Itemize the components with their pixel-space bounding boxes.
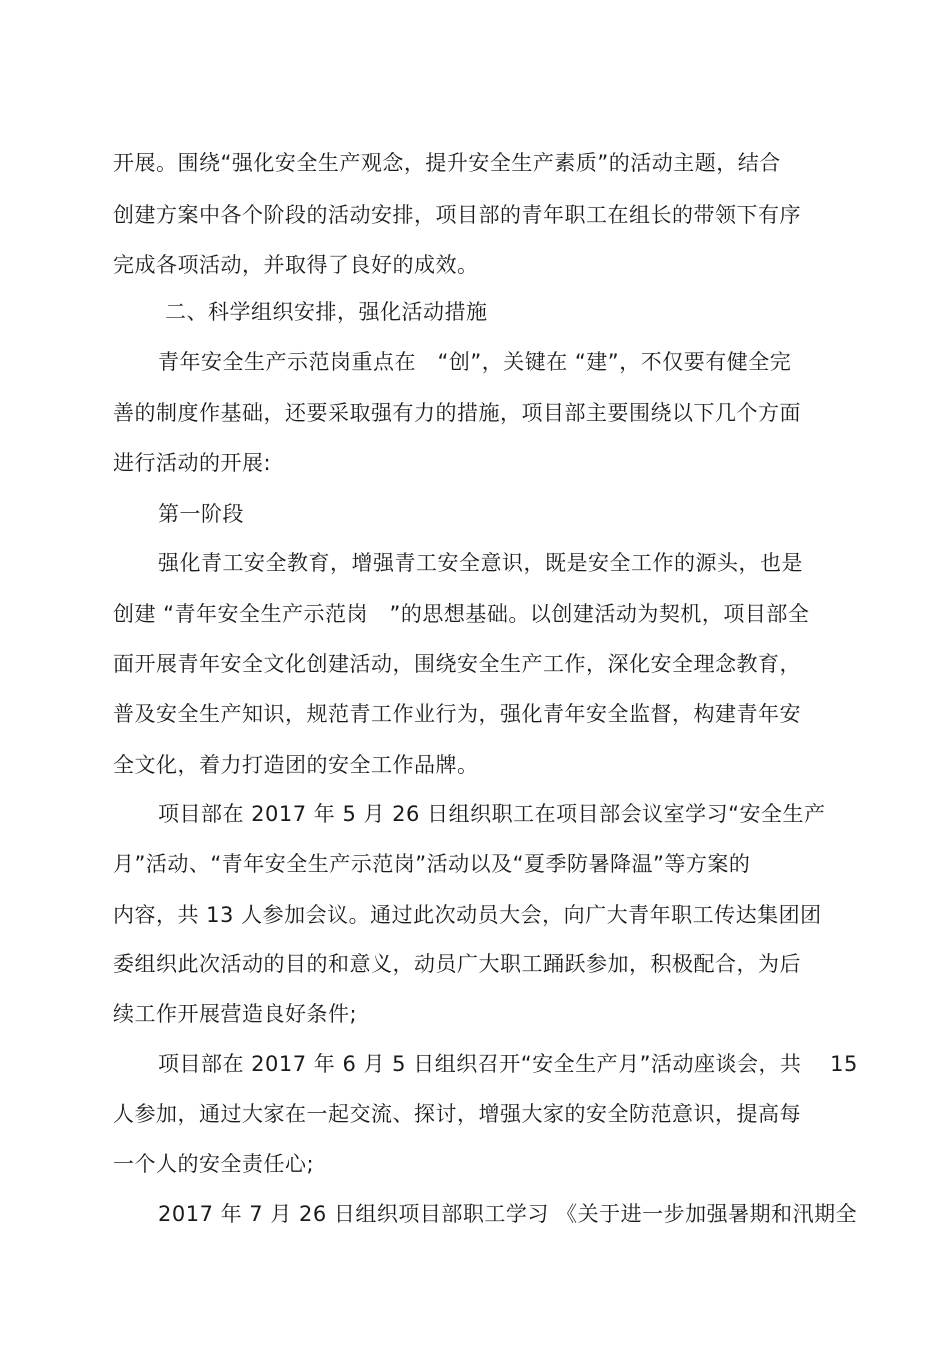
paragraph-line: 普及安全生产知识，规范青工作业行为，强化青年安全监督，构建青年安: [113, 702, 801, 726]
paragraph-line: 2017 年 7 月 26 日组织项目部职工学习 《关于进一步加强暑期和汛期全: [158, 1202, 858, 1226]
paragraph-line: 项目部在 2017 年 5 月 26 日组织职工在项目部会议室学习“安全生产: [158, 802, 826, 826]
paragraph-line: 完成各项活动，并取得了良好的成效。: [113, 253, 479, 277]
paragraph-line: 月”活动、“青年安全生产示范岗”活动以及“夏季防暑降温”等方案的: [113, 852, 751, 876]
paragraph-line: 开展。围绕“强化安全生产观念，提升安全生产素质”的活动主题，结合: [113, 151, 781, 175]
subsection-heading: 第一阶段: [158, 502, 244, 526]
paragraph-line: 面开展青年安全文化创建活动，围绕安全生产工作，深化安全理念教育，: [113, 652, 801, 676]
paragraph-line: 强化青工安全教育，增强青工安全意识，既是安全工作的源头，也是: [158, 551, 803, 575]
paragraph-line: 委组织此次活动的目的和意义，动员广大职工踊跃参加，积极配合，为后: [113, 952, 801, 976]
paragraph-line: 人参加，通过大家在一起交流、探讨，增强大家的安全防范意识，提高每: [113, 1102, 801, 1126]
paragraph-line: 内容，共 13 人参加会议。通过此次动员大会，向广大青年职工传达集团团: [113, 903, 822, 927]
paragraph-line: 续工作开展营造良好条件;: [113, 1002, 358, 1026]
paragraph-line: 善的制度作基础，还要采取强有力的措施，项目部主要围绕以下几个方面: [113, 401, 801, 425]
paragraph-line: 全文化，着力打造团的安全工作品牌。: [113, 753, 479, 777]
paragraph-line: 一个人的安全责任心;: [113, 1152, 315, 1176]
paragraph-line: 进行活动的开展:: [113, 451, 272, 475]
paragraph-line: 创建方案中各个阶段的活动安排，项目部的青年职工在组长的带领下有序: [113, 203, 801, 227]
paragraph-line: 项目部在 2017 年 6 月 5 日组织召开“安全生产月”活动座谈会，共 15: [158, 1052, 858, 1076]
paragraph-line: 青年安全生产示范岗重点在 “创”，关键在 “建”，不仅要有健全完: [158, 350, 792, 374]
section-heading: 二、科学组织安排，强化活动措施: [165, 300, 488, 324]
paragraph-line: 创建 “青年安全生产示范岗 ”的思想基础。以创建活动为契机，项目部全: [113, 602, 810, 626]
